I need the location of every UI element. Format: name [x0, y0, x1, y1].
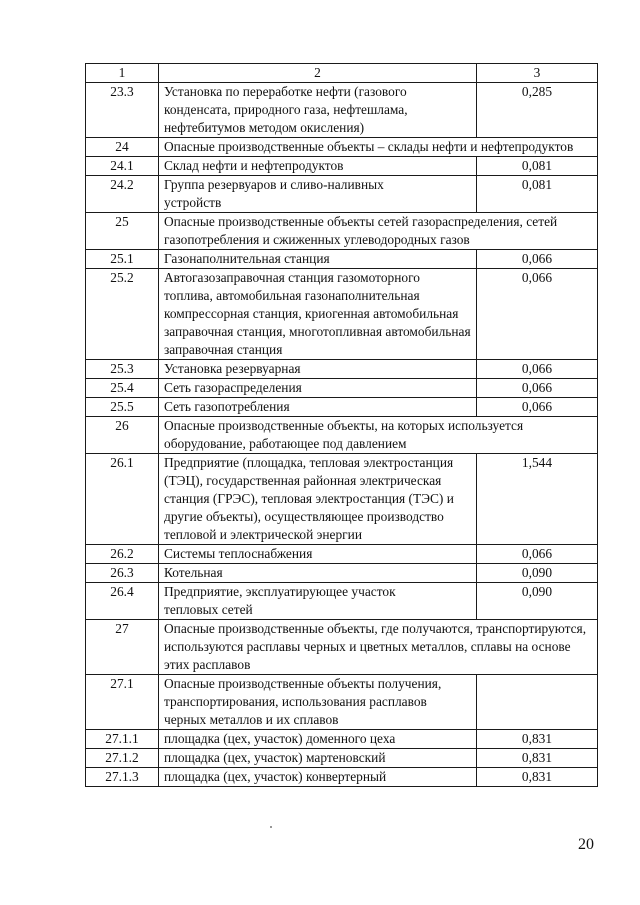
row-number: 25.1 [86, 250, 159, 269]
row-number: 27.1.2 [86, 749, 159, 768]
table-row [86, 620, 598, 675]
row-number: 26.3 [86, 564, 159, 583]
row-description: Опасные производственные объекты, где получаются, транспортируются, используются расплавы черных и цветных металлов, сплавы на основе этих расплавов [159, 620, 598, 675]
table-row [86, 417, 598, 454]
row-value: 0,066 [477, 545, 598, 564]
row-value: 1,544 [477, 454, 598, 545]
header-col-2: 2 [159, 64, 477, 83]
row-number: 26.1 [86, 454, 159, 545]
row-number: 25.4 [86, 379, 159, 398]
row-number: 26.2 [86, 545, 159, 564]
table-row [86, 749, 598, 768]
row-description: Группа резервуаров и сливо-наливных устройств [159, 176, 477, 213]
row-value: 0,066 [477, 398, 598, 417]
table-row [86, 379, 598, 398]
scan-speck [270, 826, 272, 828]
row-number: 25.2 [86, 269, 159, 360]
table-row [86, 213, 598, 250]
row-description: Системы теплоснабжения [159, 545, 477, 564]
row-number: 27.1 [86, 675, 159, 730]
tariff-table [85, 63, 598, 787]
row-value: 0,081 [477, 157, 598, 176]
table-row [86, 250, 598, 269]
table-row [86, 583, 598, 620]
row-value: 0,066 [477, 360, 598, 379]
table-row [86, 675, 598, 730]
table-header-row [86, 64, 598, 83]
row-value: 0,066 [477, 250, 598, 269]
row-value: 0,831 [477, 749, 598, 768]
row-value [477, 675, 598, 730]
row-value: 0,090 [477, 564, 598, 583]
row-description: площадка (цех, участок) доменного цеха [159, 730, 477, 749]
row-number: 23.3 [86, 83, 159, 138]
row-value: 0,831 [477, 730, 598, 749]
header-col-1: 1 [86, 64, 159, 83]
table-row [86, 564, 598, 583]
row-number: 26 [86, 417, 159, 454]
row-description: площадка (цех, участок) мартеновский [159, 749, 477, 768]
row-value: 0,066 [477, 269, 598, 360]
table-row [86, 398, 598, 417]
table-row [86, 269, 598, 360]
row-value: 0,090 [477, 583, 598, 620]
row-number: 25.3 [86, 360, 159, 379]
row-value: 0,081 [477, 176, 598, 213]
row-description: Опасные производственные объекты, на которых используется оборудование, работающее под давлением [159, 417, 598, 454]
table-row [86, 176, 598, 213]
row-number: 25 [86, 213, 159, 250]
page-number: 20 [578, 836, 594, 853]
row-description: Предприятие (площадка, тепловая электростанция (ТЭЦ), государственная районная электрическая станция (ГРЭС), тепловая электростанция (ТЭС) и другие объекты), осуществляющее производство тепловой и электрической энергии [159, 454, 477, 545]
row-number: 27 [86, 620, 159, 675]
table-row [86, 83, 598, 138]
row-number: 25.5 [86, 398, 159, 417]
row-description: Опасные производственные объекты сетей газораспределения, сетей газопотребления и сжиженных углеводородных газов [159, 213, 598, 250]
row-number: 24.1 [86, 157, 159, 176]
row-description: Установка резервуарная [159, 360, 477, 379]
table-row [86, 157, 598, 176]
row-description: Опасные производственные объекты – склады нефти и нефтепродуктов [159, 138, 598, 157]
row-value: 0,285 [477, 83, 598, 138]
table-row [86, 454, 598, 545]
row-number: 26.4 [86, 583, 159, 620]
table-row [86, 768, 598, 787]
row-number: 24.2 [86, 176, 159, 213]
row-description: площадка (цех, участок) конвертерный [159, 768, 477, 787]
row-description: Установка по переработке нефти (газового конденсата, природного газа, нефтешлама, нефтебитумов методом окисления) [159, 83, 477, 138]
table-row [86, 138, 598, 157]
table-row [86, 360, 598, 379]
row-description: Котельная [159, 564, 477, 583]
table-row [86, 545, 598, 564]
row-number: 27.1.1 [86, 730, 159, 749]
row-description: Сеть газораспределения [159, 379, 477, 398]
header-col-3: 3 [477, 64, 598, 83]
row-number: 27.1.3 [86, 768, 159, 787]
row-description: Склад нефти и нефтепродуктов [159, 157, 477, 176]
row-description: Автогазозаправочная станция газомоторного топлива, автомобильная газонаполнительная компрессорная станция, криогенная автомобильная заправочная станция, многотопливная автомобильная заправочная станция [159, 269, 477, 360]
row-description: Опасные производственные объекты получения, транспортирования, использования расплавов черных металлов и их сплавов [159, 675, 477, 730]
row-description: Предприятие, эксплуатирующее участок тепловых сетей [159, 583, 477, 620]
row-value: 0,831 [477, 768, 598, 787]
table-row [86, 730, 598, 749]
row-description: Сеть газопотребления [159, 398, 477, 417]
row-value: 0,066 [477, 379, 598, 398]
row-description: Газонаполнительная станция [159, 250, 477, 269]
row-number: 24 [86, 138, 159, 157]
